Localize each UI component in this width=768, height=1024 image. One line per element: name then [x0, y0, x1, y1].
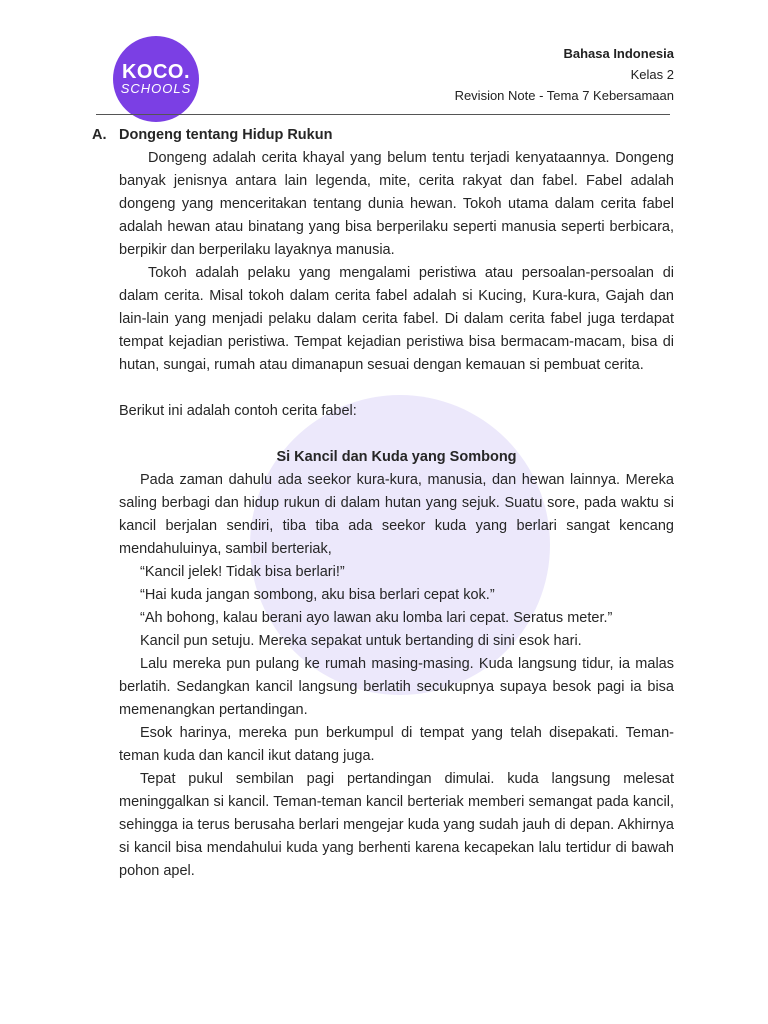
spacer: [119, 423, 674, 446]
story-paragraph: Kancil pun setuju. Mereka sepakat untuk bertanding di sini esok hari.: [140, 633, 582, 649]
section-heading: [92, 124, 674, 147]
header-divider: [96, 114, 670, 115]
document-body: [92, 124, 674, 883]
paragraph: Tokoh adalah pelaku yang mengalami peristiwa atau persoalan-persoalan di dalam cerita. Misal tokoh dalam cerita fabel adalah si Kucing, Kura-kura, Gajah dan lain-lain yang menjadi pelaku dalam cerita fabel. Di dalam cerita fabel juga terdapat tempat kejadian peristiwa. Tempat kejadian peristiwa bisa bermacam-macam, bisa di hutan, sungai, rumah atau dimanapun sesuai dengan kemauan si pembuat cerita.: [119, 265, 674, 373]
story-paragraph: “Kancil jelek! Tidak bisa berlari!”: [140, 564, 345, 580]
intro-text: Berikut ini adalah contoh cerita fabel:: [119, 403, 357, 419]
story-paragraph: “Hai kuda jangan sombong, aku bisa berlari cepat kok.”: [140, 587, 495, 603]
paragraph: Dongeng adalah cerita khayal yang belum tentu terjadi kenyataannya. Dongeng banyak jenisnya antara lain legenda, mite, cerita rakyat dan fabel. Fabel adalah dongeng yang menceritakan tentang dunia hewan. Tokoh utama dalam cerita fabel adalah hewan atau binatang yang bisa berperilaku seperti manusia seperti berbicara, berpikir dan berperilaku layaknya manusia.: [119, 150, 674, 258]
koco-schools-logo: [113, 36, 199, 122]
story-paragraph: “Ah bohong, kalau berani ayo lawan aku lomba lari cepat. Seratus meter.”: [140, 610, 613, 626]
header-grade: Kelas 2: [630, 67, 674, 82]
header-note: Revision Note - Tema 7 Kebersamaan: [454, 88, 674, 103]
story-paragraph: Esok harinya, mereka pun berkumpul di tempat yang telah disepakati. Teman-teman kuda dan kancil ikut datang juga.: [119, 725, 674, 764]
section-label: A.: [92, 127, 107, 143]
story-title: Si Kancil dan Kuda yang Sombong: [276, 449, 517, 465]
document-header: [455, 43, 674, 106]
story-paragraph: Tepat pukul sembilan pagi pertandingan dimulai. kuda langsung melesat meninggalkan si kancil. Teman-teman kancil berteriak memberi semangat pada kancil, sehingga ia terus berusaha berlari mengejar kuda yang sudah jauh di depan. Akhirnya si kancil bisa mendahului kuda yang berhenti karena kecapekan lalu tertidur di bawah pohon apel.: [119, 771, 674, 879]
header-subject: Bahasa Indonesia: [563, 46, 674, 61]
section-title: Dongeng tentang Hidup Rukun: [119, 127, 333, 143]
story-paragraph: Lalu mereka pun pulang ke rumah masing-masing. Kuda langsung tidur, ia malas berlatih. Sedangkan kancil langsung berlatih secukupnya supaya besok pagi ia bisa memenangkan pertandingan.: [119, 656, 674, 718]
logo-text-koco: KOCO.: [121, 61, 191, 83]
story-paragraph: Pada zaman dahulu ada seekor kura-kura, manusia, dan hewan lainnya. Mereka saling berbagi dan hidup rukun di dalam hutan yang sejuk. Suatu sore, pada waktu si kancil berjalan sendiri, tiba tiba ada seekor kuda yang berlari sangat kencang mendahuluinya, sambil berteriak,: [119, 472, 674, 557]
logo-text-schools: SCHOOLS: [120, 81, 192, 96]
spacer: [119, 377, 674, 400]
